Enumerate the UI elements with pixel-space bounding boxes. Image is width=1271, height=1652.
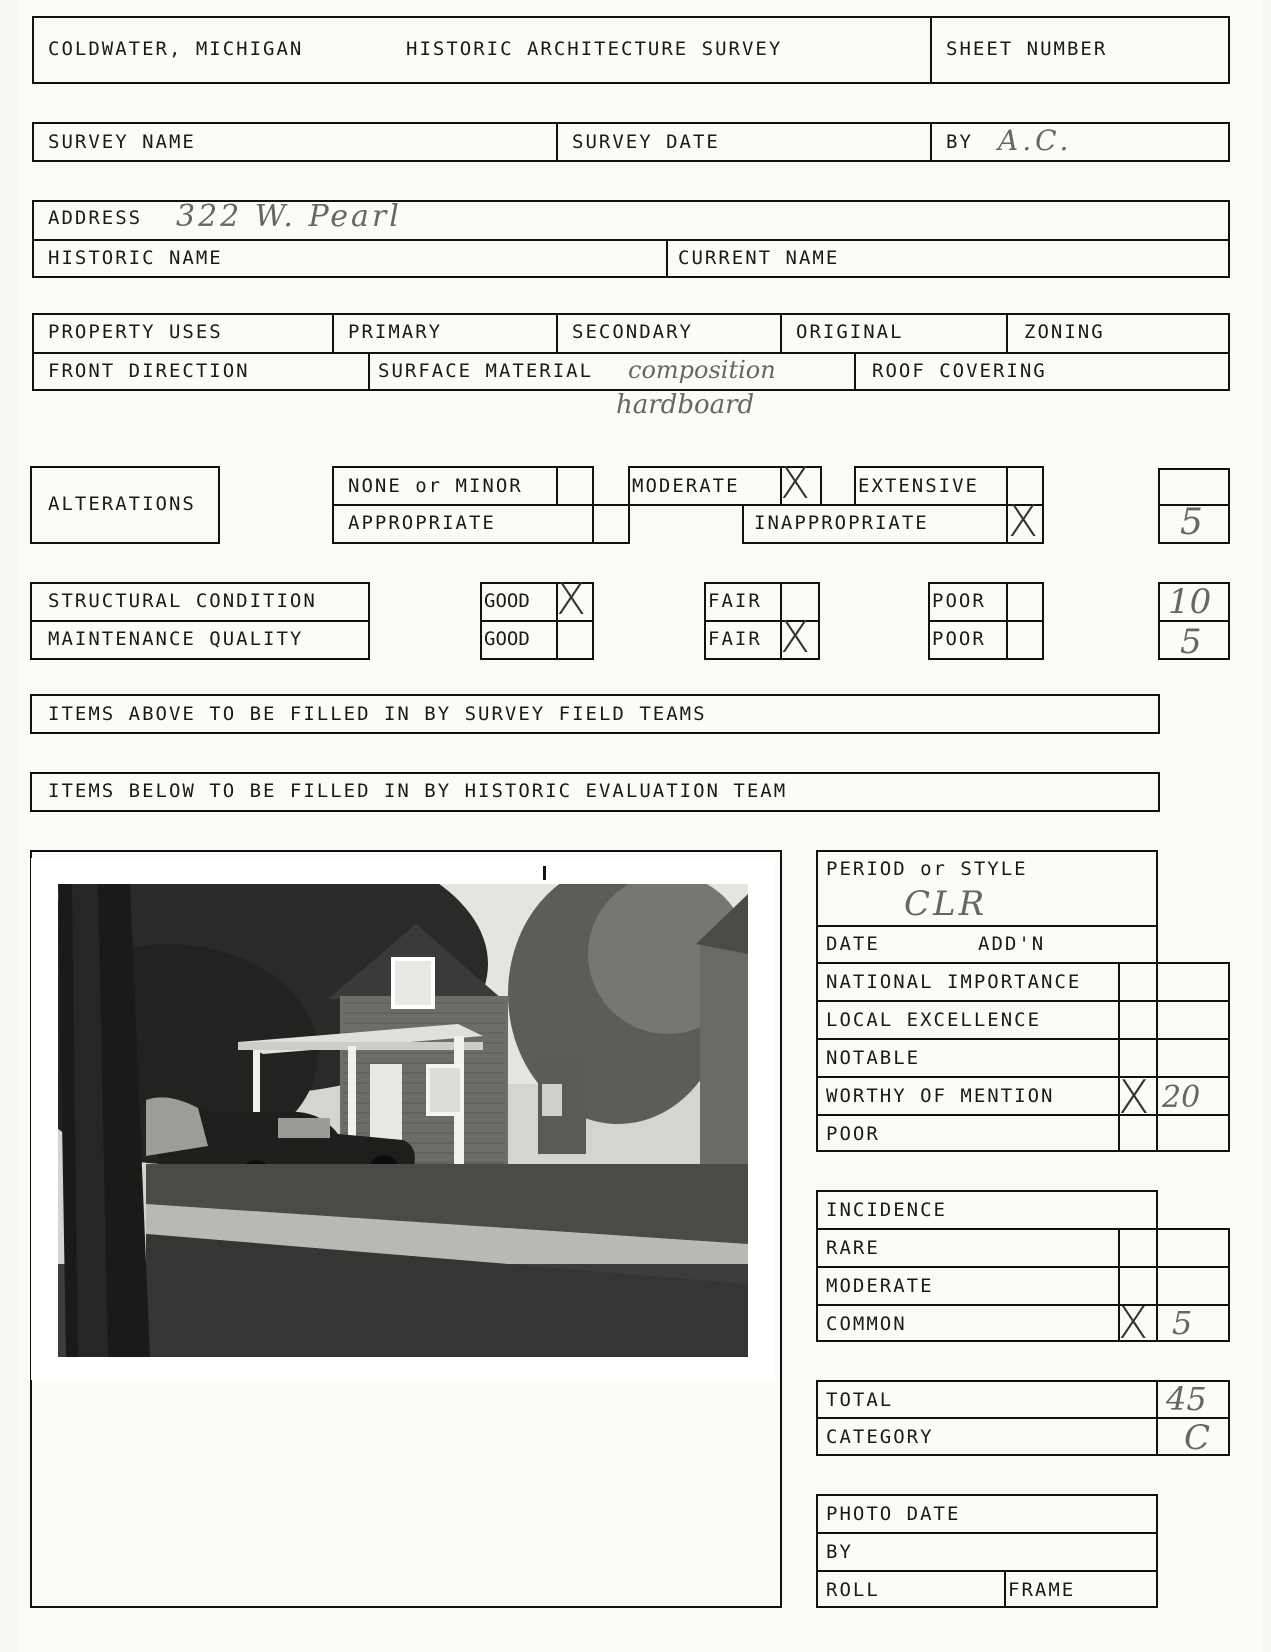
incidence-row-3 [816,1304,1230,1306]
common-label: COMMON [826,1313,907,1335]
total-value: 45 [1166,1380,1207,1418]
survey-divider-1 [556,122,558,162]
note-below: ITEMS BELOW TO BE FILLED IN BY HISTORIC EVALUATION TEAM [48,780,788,802]
cond-poor-row [928,620,1044,622]
mount-tick [543,866,546,880]
incidence-score-divider [1156,1228,1158,1342]
alterations-label: ALTERATIONS [48,493,196,515]
address-divider [666,239,668,278]
alt-inappropriate-label: INAPPROPRIATE [754,512,929,534]
property-div-3 [780,313,782,352]
address-row-line [32,239,1230,241]
sheet-number-label: SHEET NUMBER [946,38,1108,60]
cond-poor-div [1006,582,1008,660]
address-value: 322 W. Pearl [176,199,402,234]
property-div-4 [1006,313,1008,352]
structural-fair-label: FAIR [708,590,762,612]
structural-good-mark: X [556,574,587,625]
header-divider [930,16,932,84]
total-label: TOTAL [826,1389,894,1411]
maintenance-fair-label: FAIR [708,628,762,650]
maintenance-good-label: GOOD [484,628,530,650]
surface-material-label: SURFACE MATERIAL [378,360,594,382]
rare-label: RARE [826,1237,880,1259]
notable-label: NOTABLE [826,1047,921,1069]
survey-date-label: SURVEY DATE [572,131,720,153]
alt-inappropriate-mark: X [1008,496,1039,547]
photo-by-label: BY [826,1541,853,1563]
structural-score: 10 [1168,582,1212,622]
category-value: C [1184,1418,1211,1458]
common-mark: X [1118,1298,1149,1349]
photo-date-label: PHOTO DATE [826,1503,961,1525]
alt-moderate-mark: X [780,458,811,509]
category-label: CATEGORY [826,1426,934,1448]
survey-by-value: A.C. [998,124,1073,157]
alt-extensive-label: EXTENSIVE [858,475,979,497]
house-photo-image [58,884,748,1357]
zoning-label: ZONING [1024,321,1105,343]
property-div-2 [556,313,558,352]
structural-poor-label: POOR [932,590,986,612]
structural-good-label: GOOD [484,590,530,612]
frame-label: FRAME [1008,1579,1076,1601]
incidence-moderate-label: MODERATE [826,1275,934,1297]
eval-poor-label: POOR [826,1123,880,1145]
worthy-score: 20 [1162,1080,1201,1115]
roof-covering-label: ROOF COVERING [872,360,1047,382]
eval-row-local [816,1038,1230,1040]
secondary-label: SECONDARY [572,321,693,343]
roll-label: ROLL [826,1579,880,1601]
survey-name-label: SURVEY NAME [48,131,196,153]
photo-info-divider [1004,1570,1006,1608]
maintenance-score: 5 [1180,622,1202,662]
surface-value-1: composition [628,356,776,384]
alt-moderate-label: MODERATE [632,475,740,497]
maintenance-poor-label: POOR [932,628,986,650]
common-score: 5 [1172,1304,1193,1342]
historic-name-label: HISTORIC NAME [48,247,223,269]
survey-right-edge [1228,122,1230,162]
alt-appropriate-label: APPROPRIATE [348,512,496,534]
front-direction-label: FRONT DIRECTION [48,360,250,382]
period-value: CLR [904,884,988,924]
header-city: COLDWATER, MICHIGAN [48,38,304,60]
property-div-5 [368,352,370,391]
alt-none-check-div [556,466,558,506]
address-label: ADDRESS [48,207,143,229]
period-label: PERIOD or STYLE [826,858,1028,880]
eval-row-period [816,925,1158,927]
eval-row-notable [816,1076,1230,1078]
property-div-6 [854,352,856,391]
eval-date-label: DATE [826,933,880,955]
local-label: LOCAL EXCELLENCE [826,1009,1042,1031]
property-div-1 [332,313,334,352]
condition-row-line [30,620,370,622]
eval-score-divider [1156,962,1158,1152]
totals-divider [1156,1380,1158,1456]
structural-label: STRUCTURAL CONDITION [48,590,317,612]
maintenance-fair-mark: X [780,612,811,663]
alt-none-label: NONE or MINOR [348,475,523,497]
eval-row-national [816,1000,1230,1002]
header-title: HISTORIC ARCHITECTURE SURVEY [406,38,783,60]
worthy-mark: X [1118,1070,1150,1124]
survey-by-label: BY [946,131,973,153]
original-label: ORIGINAL [796,321,904,343]
maintenance-label: MAINTENANCE QUALITY [48,628,304,650]
property-row-line [32,352,1230,354]
alt-appropriate-check-div [592,504,594,544]
current-name-label: CURRENT NAME [678,247,840,269]
photo-info-row-2 [816,1570,1158,1572]
photo-info-row-1 [816,1532,1158,1534]
survey-divider-2 [930,122,932,162]
alt-score: 5 [1180,502,1203,543]
incidence-row-1 [816,1228,1230,1230]
surface-value-2: hardboard [616,390,755,420]
worthy-label: WORTHY OF MENTION [826,1085,1055,1107]
incidence-row-2 [816,1266,1230,1268]
incidence-label: INCIDENCE [826,1199,947,1221]
property-uses-label: PROPERTY USES [48,321,223,343]
note-above: ITEMS ABOVE TO BE FILLED IN BY SURVEY FIELD TEAMS [48,703,707,725]
house-photo [58,884,748,1357]
primary-label: PRIMARY [348,321,443,343]
national-label: NATIONAL IMPORTANCE [826,971,1082,993]
eval-addn-label: ADD'N [978,933,1046,955]
eval-row-date [816,962,1230,964]
